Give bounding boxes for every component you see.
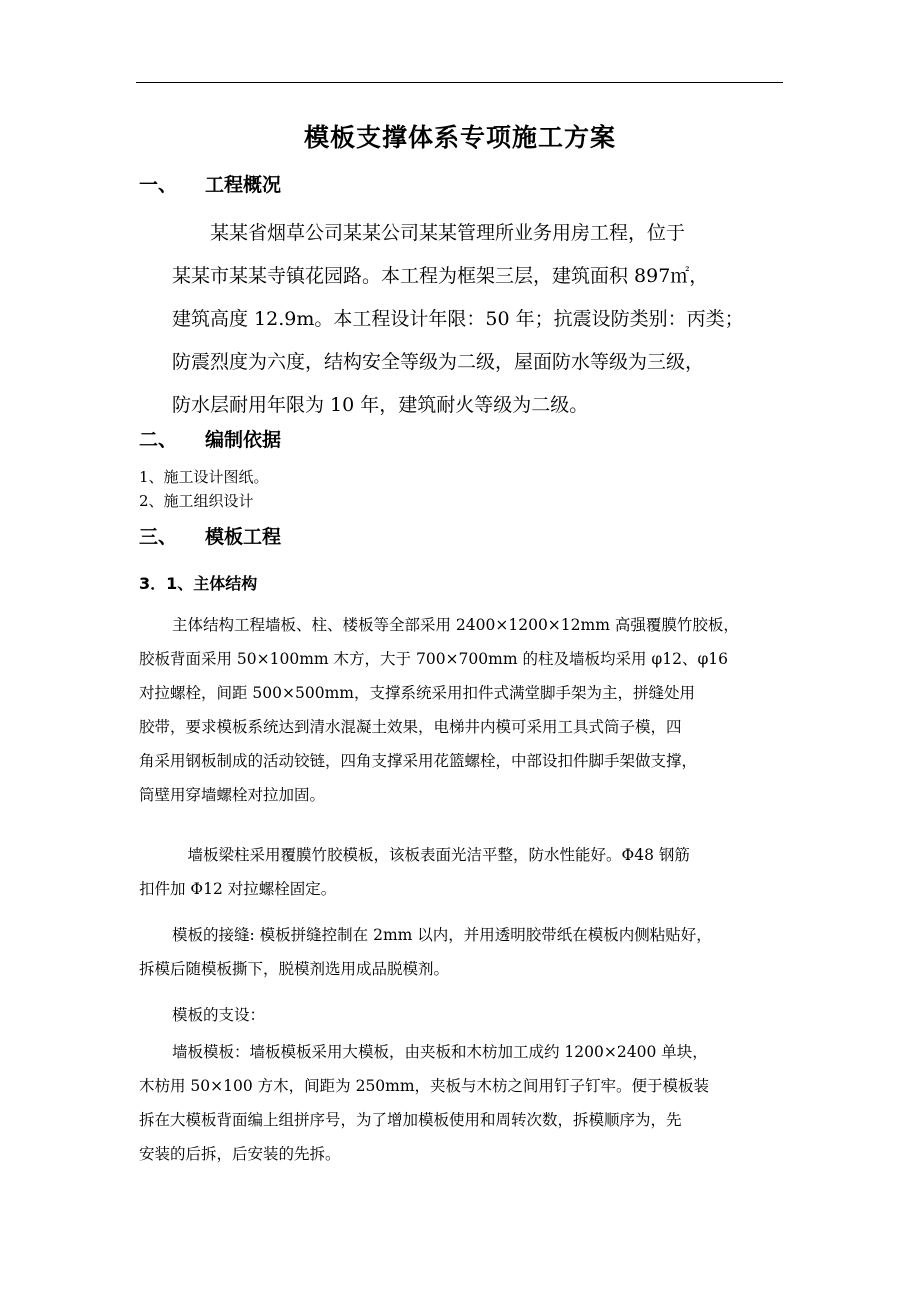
basis-list [139, 465, 269, 513]
paragraph-line: 墙板梁柱采用覆膜竹胶模板，该板表面光洁平整，防水性能好。Φ48 钢筋 [172, 846, 690, 864]
paragraph-line: 防震烈度为六度，结构安全等级为二级，屋面防水等级为三级， [172, 351, 705, 373]
paragraph-line: 安装的后拆，后安装的先拆。 [139, 1145, 341, 1163]
paragraph-line: 建筑高度 12.9m。本工程设计年限：50 年；抗震设防类别：丙类； [172, 308, 744, 330]
paragraph-line: 模板的接缝: 模板拼缝控制在 2mm 以内，并用透明胶带纸在模板内侧粘贴好， [172, 926, 712, 944]
wall-formwork-paragraph [139, 1035, 792, 1171]
joint-paragraph [139, 918, 792, 986]
section-heading-basis [139, 425, 281, 455]
section-number: 一、 [139, 174, 178, 196]
paragraph-line: 模板的支设： [172, 1006, 266, 1024]
section-title: 工程概况 [205, 174, 282, 196]
document-title: 模板支撑体系专项施工方案 [303, 123, 616, 152]
section-number: 三、 [139, 526, 178, 548]
paragraph-line: 拆模后随模板撕下，脱模剂选用成品脱模剂。 [139, 960, 450, 978]
list-item: 2、施工组织设计 [139, 492, 254, 510]
support-label [172, 998, 792, 1032]
paragraph-line: 防水层耐用年限为 10 年，建筑耐火等级为二级。 [172, 394, 589, 416]
overview-paragraph [172, 212, 792, 427]
section-heading-formwork [139, 522, 281, 552]
paragraph-line: 拆在大模板背面编上组拼序号，为了增加模板使用和周转次数，拆模顺序为，先 [139, 1111, 682, 1129]
main-structure-paragraph [139, 608, 792, 812]
paragraph-line: 胶板背面采用 50×100mm 木方，大于 700×700mm 的柱及墙板均采用 φ12、φ16 [139, 650, 729, 668]
wall-beam-paragraph [139, 838, 792, 906]
sub-heading-main-structure: 3．1、主体结构 [139, 574, 258, 593]
paragraph-line: 某某省烟草公司某某公司某某管理所业务用房工程，位于 [172, 222, 686, 244]
paragraph-line: 对拉螺栓，间距 500×500mm，支撑系统采用扣件式满堂脚手架为主，拼缝处用 [139, 684, 695, 702]
section-number: 二、 [139, 429, 178, 451]
paragraph-line: 角采用钢板制成的活动铰链，四角支撑采用花篮螺栓，中部设扣件脚手架做支撑， [139, 752, 698, 770]
paragraph-line: 扣件加 Φ12 对拉螺栓固定。 [139, 880, 337, 898]
paragraph-line: 筒壁用穿墙螺栓对拉加固。 [139, 786, 326, 804]
paragraph-line: 某某市某某寺镇花园路。本工程为框架三层，建筑面积 897㎡， [172, 265, 709, 287]
section-title: 模板工程 [205, 526, 282, 548]
paragraph-line: 胶带，要求模板系统达到清水混凝土效果，电梯井内模可采用工具式筒子模，四 [139, 718, 682, 736]
paragraph-line: 主体结构工程墙板、柱、楼板等全部采用 2400×1200×12mm 高强覆膜竹胶板， [172, 616, 739, 634]
paragraph-line: 墙板模板：墙板模板采用大模板，由夹板和木枋加工成约 1200×2400 单块， [172, 1043, 708, 1061]
header-rule [136, 82, 783, 83]
section-heading-overview [139, 170, 281, 200]
paragraph-line: 木枋用 50×100 方木，间距为 250mm，夹板与木枋之间用钉子钉牢。便于模板装 [139, 1077, 710, 1095]
list-item: 1、施工设计图纸。 [139, 468, 269, 486]
section-title: 编制依据 [205, 429, 282, 451]
